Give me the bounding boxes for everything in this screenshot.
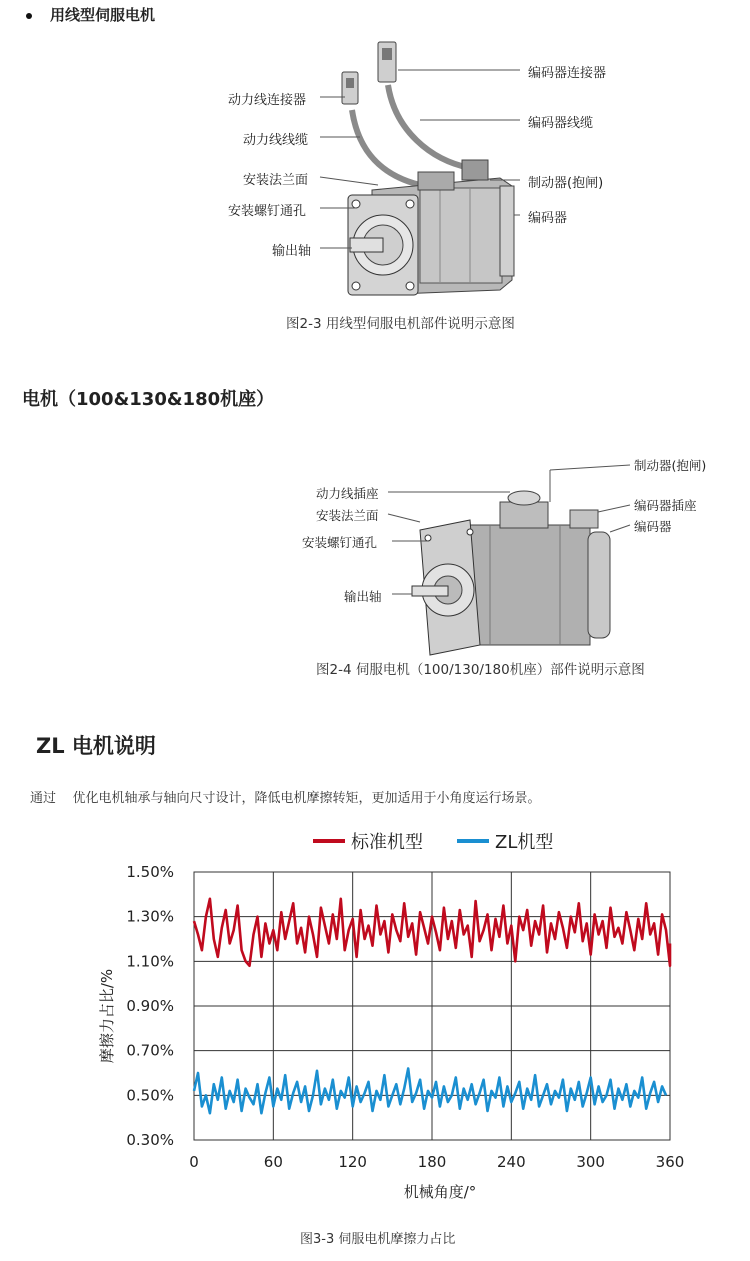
legend-label-zl: ZL机型: [495, 832, 554, 853]
figure-caption-2-4: 图2-4 伺服电机（100/130/180机座）部件说明示意图: [316, 662, 645, 678]
label-encoder-connector: 编码器连接器: [528, 66, 607, 81]
x-tick-label: 60: [263, 1153, 283, 1171]
cable-motor-illustration: [0, 0, 750, 340]
x-tick-label: 360: [655, 1153, 685, 1171]
x-tick-label: 300: [576, 1153, 605, 1171]
label-power-cable: 动力线线缆: [243, 133, 309, 148]
label-encoder-2: 编码器: [634, 519, 672, 534]
label-encoder: 编码器: [528, 211, 568, 226]
label-flange: 安装法兰面: [243, 173, 309, 188]
x-axis-label: 机械角度/°: [403, 1183, 477, 1201]
x-tick-label: 180: [417, 1153, 447, 1171]
y-tick-label: 0.30%: [126, 1131, 174, 1149]
y-tick-label: 1.30%: [126, 907, 174, 926]
y-axis-label: 摩擦力占比/%: [98, 968, 116, 1064]
label-encoder-socket: 编码器插座: [634, 498, 697, 513]
series-line-zl: [194, 1069, 666, 1114]
figure-caption-3-3: 图3-3 伺服电机摩擦力占比: [300, 1232, 456, 1247]
x-tick-label: 0: [189, 1153, 199, 1171]
label-flange-2: 安装法兰面: [316, 508, 379, 523]
figure-caption-2-3: 图2-3 用线型伺服电机部件说明示意图: [286, 316, 515, 332]
label-power-socket: 动力线插座: [316, 486, 379, 501]
section3-title: ZL 电机说明: [36, 734, 156, 758]
x-tick-label: 240: [497, 1153, 526, 1171]
label-shaft: 输出轴: [272, 244, 312, 259]
y-tick-label: 0.70%: [126, 1041, 174, 1060]
section2-title: 电机（100&130&180机座）: [22, 389, 275, 410]
chart-grid: [194, 872, 670, 1140]
label-shaft-2: 输出轴: [344, 589, 382, 604]
label-brake-2: 制动器(抱闸): [634, 458, 707, 473]
friction-chart: [0, 820, 750, 1220]
label-screw-hole: 安装螺钉通孔: [228, 204, 307, 219]
label-power-connector: 动力线连接器: [228, 93, 307, 108]
x-tick-label: 120: [338, 1153, 367, 1171]
y-tick-label: 0.50%: [126, 1086, 174, 1105]
label-brake: 制动器(抱闸): [528, 176, 604, 191]
section3-intro: 通过 优化电机轴承与轴向尺寸设计，降低电机摩擦转矩，更加适用于小角度运行场景。: [30, 791, 541, 806]
y-tick-label: 1.10%: [126, 952, 174, 971]
label-screw-hole-2: 安装螺钉通孔: [302, 535, 378, 550]
y-tick-label: 1.50%: [126, 863, 174, 881]
section1-title: 用线型伺服电机: [50, 6, 156, 24]
y-tick-label: 0.90%: [126, 997, 174, 1015]
legend-label-standard: 标准机型: [351, 832, 423, 853]
label-encoder-cable: 编码器线缆: [528, 116, 594, 131]
